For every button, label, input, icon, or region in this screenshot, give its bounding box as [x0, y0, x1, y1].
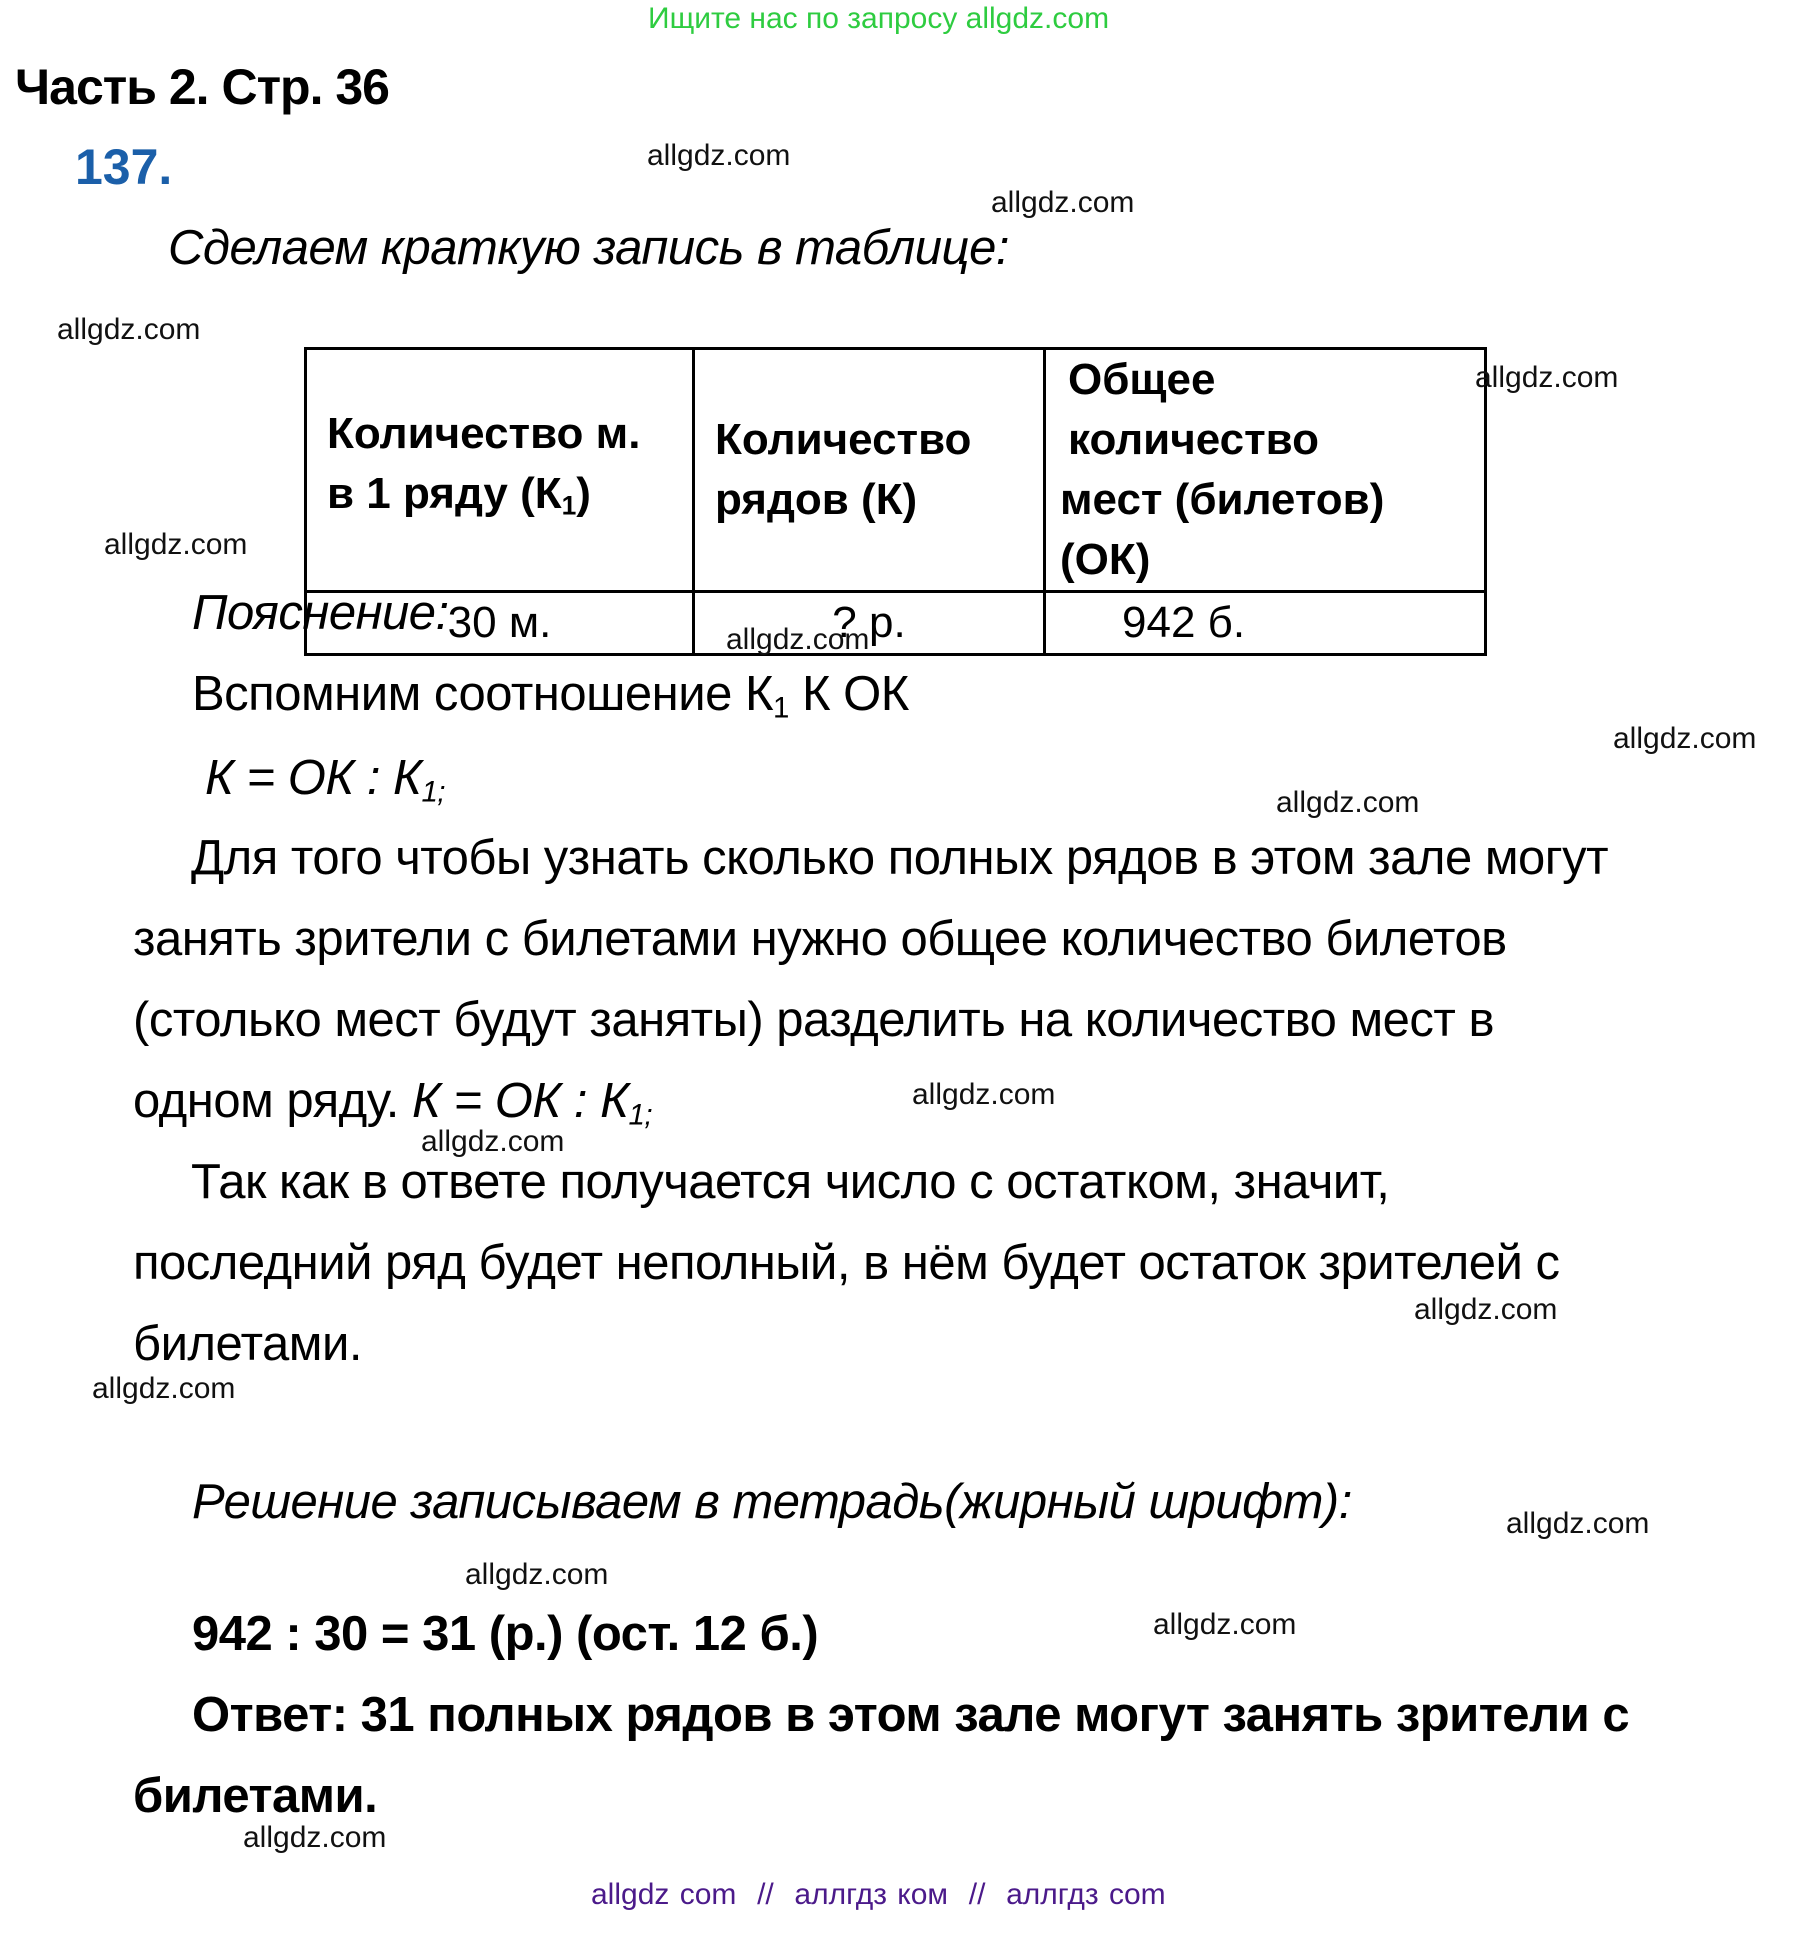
header-line2: рядов (К)	[715, 475, 918, 524]
table-header-row	[306, 349, 1486, 592]
watermark: allgdz.com	[912, 1078, 1056, 1111]
watermark: allgdz.com	[243, 1821, 387, 1854]
formula-subscript: 1;	[421, 775, 445, 809]
value-cell: 30 м.	[306, 592, 694, 655]
header-subscript: 1	[561, 490, 577, 521]
answer-line: билетами.	[133, 1769, 378, 1823]
intro-text: Сделаем краткую запись в таблице:	[168, 221, 1009, 275]
header-cell-total-seats	[1045, 349, 1486, 592]
relation-text: Вспомним соотношение К	[192, 667, 774, 721]
formula-line	[205, 751, 445, 809]
header-line1: Общее количество	[1068, 355, 1320, 464]
watermark: allgdz.com	[1506, 1507, 1650, 1540]
header-cell-rows	[694, 349, 1045, 592]
header-line2-text: в 1 ряду (К	[327, 469, 562, 519]
paragraph-line: последний ряд будет неполный, в нём будет остаток зрителей с	[133, 1236, 1560, 1290]
solution-label: Решение записываем в тетрадь(жирный шрифт):	[192, 1475, 1352, 1529]
header-line2	[327, 464, 672, 536]
watermark: allgdz.com	[1153, 1608, 1297, 1641]
watermark: allgdz.com	[1613, 722, 1757, 755]
search-banner: Ищите нас по запросу allgdz.com	[648, 2, 1110, 35]
watermark: allgdz.com	[1475, 361, 1619, 394]
header-line2-end: )	[576, 469, 591, 519]
paragraph-line: (столько мест будут заняты) разделить на количество мест в	[133, 993, 1495, 1047]
explanation-label: Пояснение:	[192, 586, 449, 640]
watermark: allgdz.com	[421, 1125, 565, 1158]
relation-text-end: К ОК	[788, 667, 909, 721]
watermark: allgdz.com	[1414, 1293, 1558, 1326]
watermark: allgdz.com	[465, 1558, 609, 1591]
header-cell-seats-per-row	[306, 349, 694, 592]
table-row	[306, 592, 1486, 655]
solution-equation: 942 : 30 = 31 (р.) (ост. 12 б.)	[192, 1607, 819, 1661]
task-number: 137.	[75, 139, 173, 195]
watermark: allgdz.com	[647, 139, 791, 172]
paragraph-line: Так как в ответе получается число с остатком, значит,	[191, 1155, 1390, 1209]
brief-table	[304, 347, 1487, 656]
header-line1: Количество	[715, 415, 972, 464]
header-line2: мест (билетов) (ОК)	[1060, 475, 1385, 584]
watermark: allgdz.com	[1276, 786, 1420, 819]
watermark: allgdz.com	[104, 528, 248, 561]
inline-formula-subscript: 1;	[628, 1098, 652, 1132]
watermark: allgdz.com	[92, 1372, 236, 1405]
inline-formula: К = ОК : К	[412, 1074, 629, 1128]
paragraph-text: одном ряду.	[133, 1074, 413, 1128]
formula-text: К = ОК : К	[205, 751, 422, 805]
value-cell: 942 б.	[1045, 592, 1486, 655]
paragraph-line: билетами.	[133, 1317, 362, 1371]
footer-links: allgdz com // аллгдз ком // аллгдз com	[591, 1878, 1166, 1911]
paragraph-line-last	[133, 1074, 652, 1132]
paragraph-line: занять зрители с билетами нужно общее количество билетов	[133, 912, 1507, 966]
relation-line	[192, 667, 909, 725]
part-page-title: Часть 2. Стр. 36	[15, 59, 389, 115]
watermark: allgdz.com	[991, 186, 1135, 219]
value-cell: ? р.	[694, 592, 1045, 655]
watermark: allgdz.com	[726, 623, 870, 656]
header-line1: Количество м.	[327, 409, 641, 459]
relation-subscript: 1	[773, 691, 789, 725]
answer-line: Ответ: 31 полных рядов в этом зале могут занять зрители с	[192, 1688, 1630, 1742]
watermark: allgdz.com	[57, 313, 201, 346]
paragraph-line: Для того чтобы узнать сколько полных рядов в этом зале могут	[191, 831, 1609, 885]
